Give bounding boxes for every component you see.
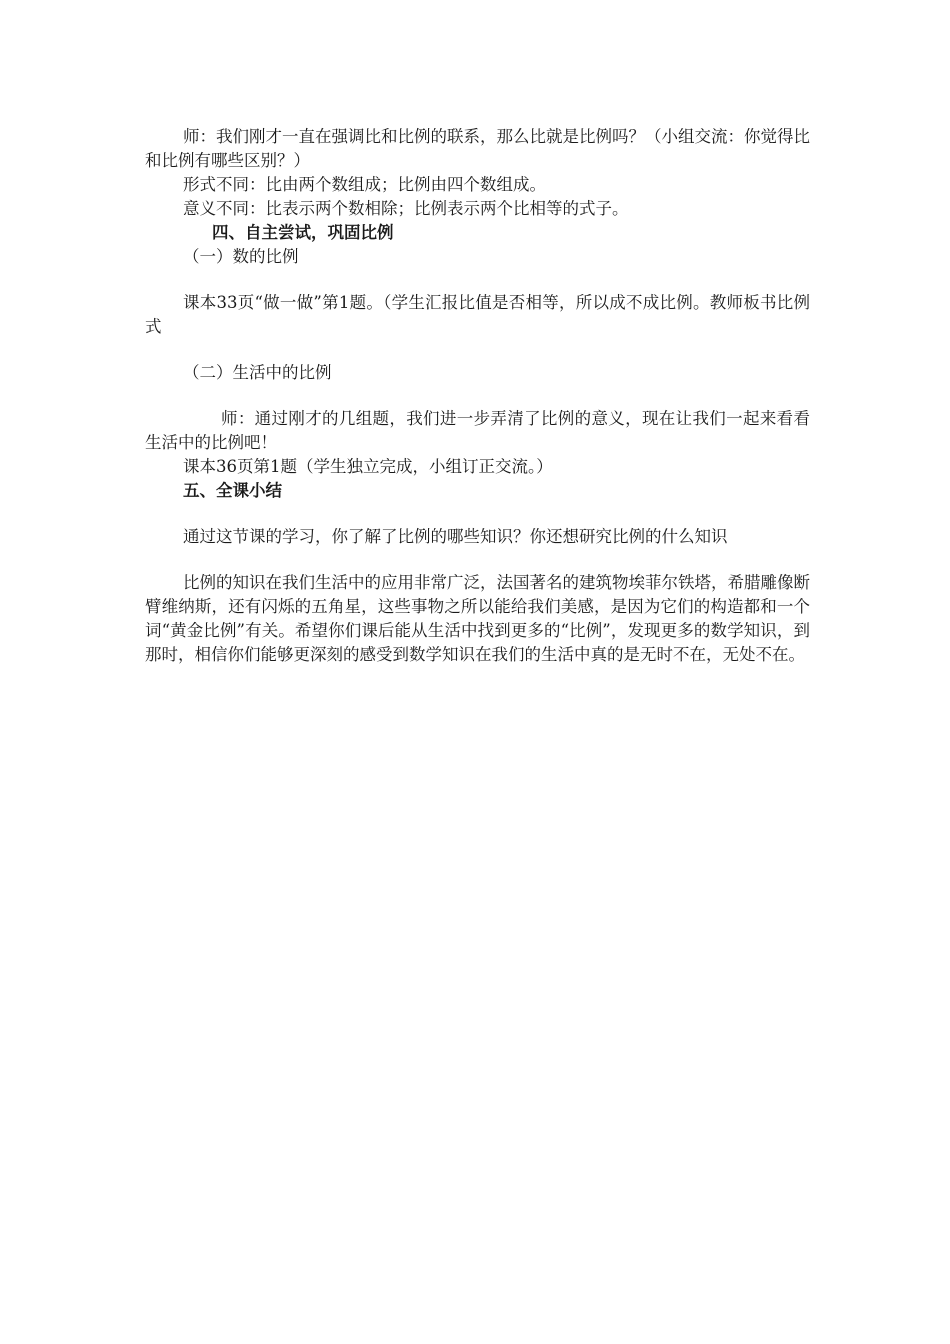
paragraph-textbook-p36: 课本36页第1题（学生独立完成，小组订正交流。）: [183, 457, 553, 476]
paragraph-meaning-difference: 意义不同：比表示两个数相除；比例表示两个比相等的式子。: [183, 199, 629, 218]
section-heading-4: 四、自主尝试，巩固比例: [212, 223, 394, 242]
spacer: [145, 549, 810, 571]
paragraph-form-difference: 形式不同：比由两个数组成；比例由四个数组成。: [183, 175, 546, 194]
paragraph-textbook-p33: 课本33页“做一做”第1题。（学生汇报比值是否相等，所以成不成比例。教师板书比例式: [145, 293, 810, 336]
document-page: [145, 125, 810, 667]
section-heading-5: 五、全课小结: [183, 481, 282, 500]
spacer: [145, 503, 810, 525]
spacer: [145, 385, 810, 407]
spacer: [145, 269, 810, 291]
spacer: [145, 339, 810, 361]
paragraph-teacher-life: 师：通过刚才的几组题，我们进一步弄清了比例的意义，现在让我们一起来看看生活中的比例吧！: [145, 409, 810, 452]
paragraph-golden-ratio: 比例的知识在我们生活中的应用非常广泛，法国著名的建筑物埃菲尔铁塔，希腊雕像断臂维纳斯，还有闪烁的五角星，这些事物之所以能给我们美感，是因为它们的构造都和一个词“黄金比例”有关。希望你们课后能从生活中找到更多的“比例”，发现更多的数学知识，到那时，相信你们能够更深刻的感受到数学知识在我们的生活中真的是无时不在，无处不在。: [145, 573, 810, 664]
paragraph-summary-question: 通过这节课的学习，你了解了比例的哪些知识？你还想研究比例的什么知识: [183, 527, 728, 546]
subheading-life-ratio: （二）生活中的比例: [183, 363, 332, 382]
subheading-number-ratio: （一）数的比例: [183, 247, 299, 266]
paragraph-teacher-question: 师：我们刚才一直在强调比和比例的联系，那么比就是比例吗？（小组交流：你觉得比和比例有哪些区别？）: [145, 127, 810, 170]
